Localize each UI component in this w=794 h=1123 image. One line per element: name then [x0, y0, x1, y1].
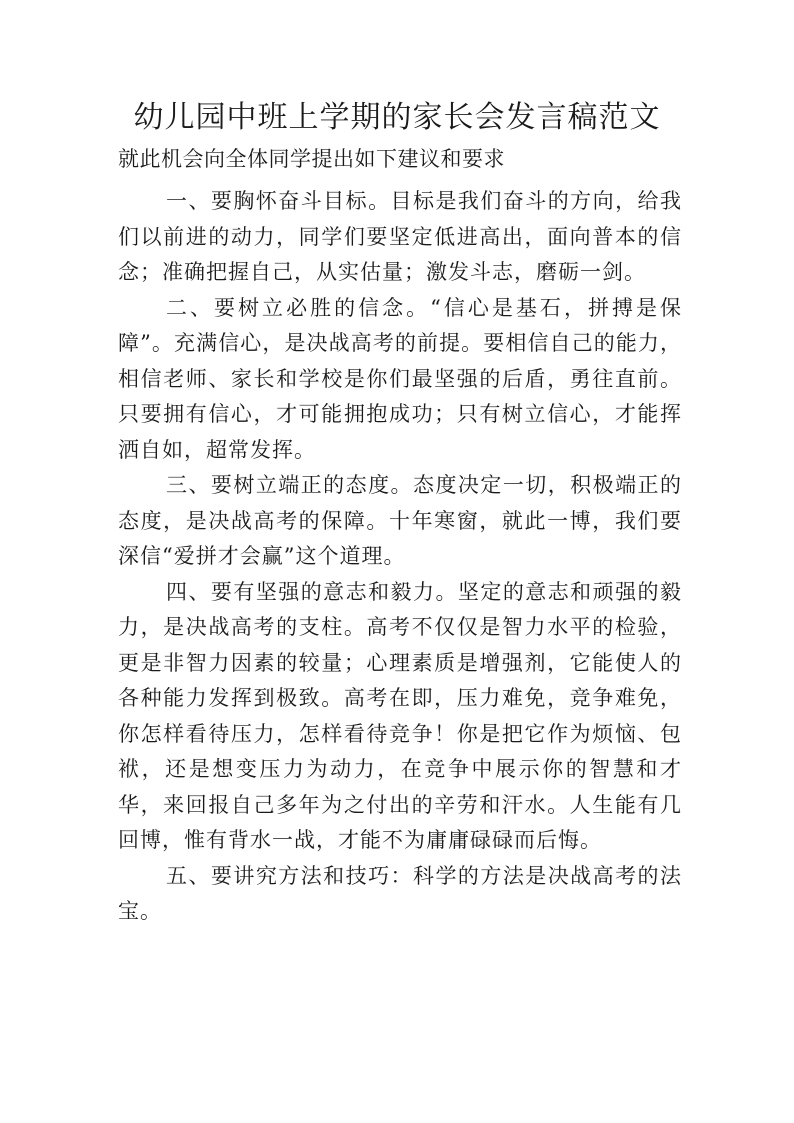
paragraph-1: 一、要胸怀奋斗目标。目标是我们奋斗的方向，给我们以前进的动力，同学们要坚定低进高出，面向普本的信念；准确把握自己，从实估量；激发斗志，磨砺一剑。: [118, 189, 682, 284]
paragraph-4: 四、要有坚强的意志和毅力。坚定的意志和顽强的毅力，是决战高考的支柱。高考不仅仅是智力水平的检验，更是非智力因素的较量；心理素质是增强剂，它能使人的各种能力发挥到极致。高考在即，压力难免，竞争难免，你怎样看待压力，怎样看待竞争！你是把它作为烦恼、包袱，还是想变压力为动力，在竞争中展示你的智慧和才华，来回报自己多年为之付出的辛劳和汗水。人生能有几回博，惟有背水一战，才能不为庸庸碌碌而后悔。: [118, 579, 682, 852]
paragraph-3: 三、要树立端正的态度。态度决定一切，积极端正的态度，是决战高考的保障。十年寒窗，就此一博，我们要深信“爱拼才会赢”这个道理。: [118, 473, 682, 568]
paragraph-5: 五、要讲究方法和技巧：科学的方法是决战高考的法宝。: [118, 863, 682, 923]
paragraph-2: 二、要树立必胜的信念。“信心是基石，拼搏是保障”。充满信心，是决战高考的前提。要相信自己的能力，相信老师、家长和学校是你们最坚强的后盾，勇往直前。只要拥有信心，才可能拥抱成功；只有树立信心，才能挥洒自如，超常发挥。: [118, 295, 682, 462]
document-subtitle: 就此机会向全体同学提出如下建议和要求: [118, 147, 505, 171]
document-title: 幼儿园中班上学期的家长会发言稿范文: [133, 100, 661, 135]
document-body: [118, 184, 682, 930]
